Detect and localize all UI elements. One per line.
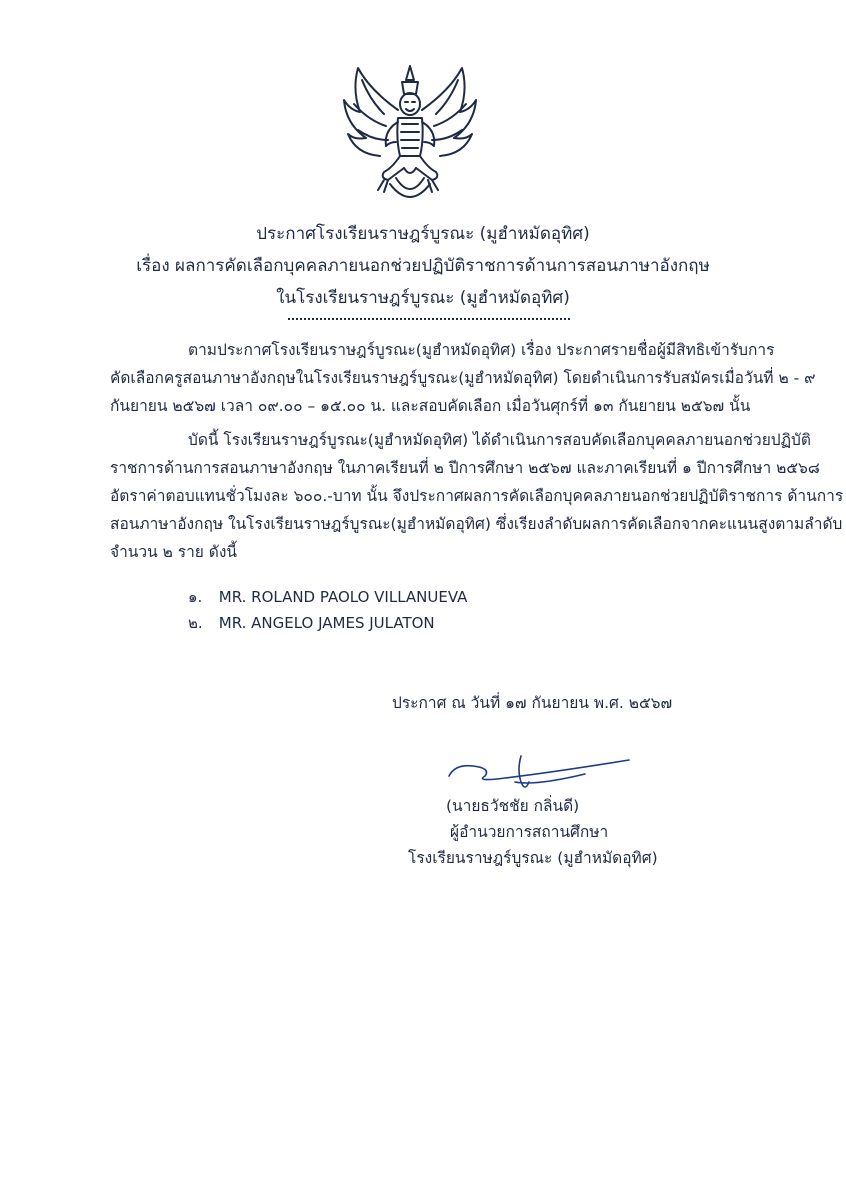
list-item-name: MR. ROLAND PAOLO VILLANUEVA bbox=[218, 588, 468, 606]
paragraph-line: บัดนี้ โรงเรียนราษฎร์บูรณะ(มูฮำหมัดอุทิศ) ได้ดำเนินการสอบคัดเลือกบุคคลภายนอกช่วยปฏิบัติ bbox=[188, 431, 811, 449]
signatory-position: ผู้อำนวยการสถานศึกษา bbox=[450, 823, 609, 841]
header-divider bbox=[288, 318, 570, 320]
list-item-number: ๑. bbox=[188, 588, 203, 606]
list-item bbox=[188, 610, 435, 636]
paragraph-line: ตามประกาศโรงเรียนราษฎร์บูรณะ(มูฮำหมัดอุทิศ) เรื่อง ประกาศรายชื่อผู้มีสิทธิเข้ารับการ bbox=[188, 341, 775, 359]
paragraph-line: สอนภาษาอังกฤษ ในโรงเรียนราษฎร์บูรณะ(มูฮำหมัดอุทิศ) ซึ่งเรียงลำดับผลการคัดเลือกจากคะแนนสูงตามลำดับ bbox=[110, 515, 843, 533]
paragraph-line: อัตราค่าตอบแทนชั่วโมงละ ๖๐๐.-บาท นั้น จึงประกาศผลการคัดเลือกบุคคลภายนอกช่วยปฏิบัติราชการ ด้านการ bbox=[110, 487, 844, 505]
paragraph-result bbox=[110, 426, 844, 566]
paragraph-line: จำนวน ๒ ราย ดังนี้ bbox=[110, 543, 238, 561]
paragraph-line: ราชการด้านการสอนภาษาอังกฤษ ในภาคเรียนที่ ๒ ปีการศึกษา ๒๕๖๗ และภาคเรียนที่ ๑ ปีการศึกษา ๒๕๖๘ bbox=[110, 459, 820, 477]
list-item-number: ๒. bbox=[188, 614, 203, 632]
signatory-organization: โรงเรียนราษฎร์บูรณะ (มูฮำหมัดอุทิศ) bbox=[408, 849, 658, 867]
handwritten-signature bbox=[445, 752, 635, 796]
paragraph-line: กันยายน ๒๕๖๗ เวลา ๐๙.๐๐ – ๑๕.๐๐ น. และสอบคัดเลือก เมื่อวันศุกร์ที่ ๑๓ กันยายน ๒๕๖๗ นั้น bbox=[110, 397, 751, 415]
header-subject: เรื่อง ผลการคัดเลือกบุคคลภายนอกช่วยปฏิบัติราชการด้านการสอนภาษาอังกฤษ bbox=[136, 256, 710, 276]
list-item bbox=[188, 584, 467, 610]
header-title: ประกาศโรงเรียนราษฎร์บูรณะ (มูฮำหมัดอุทิศ) bbox=[256, 224, 590, 244]
announcement-date: ประกาศ ณ วันที่ ๑๗ กันยายน พ.ศ. ๒๕๖๗ bbox=[392, 694, 673, 712]
garuda-emblem-icon bbox=[340, 60, 480, 210]
list-item-name: MR. ANGELO JAMES JULATON bbox=[218, 614, 435, 632]
header-subject-location: ในโรงเรียนราษฎร์บูรณะ (มูฮำหมัดอุทิศ) bbox=[276, 288, 570, 308]
paragraph-reference bbox=[110, 336, 816, 420]
paragraph-line: คัดเลือกครูสอนภาษาอังกฤษในโรงเรียนราษฎร์บูรณะ(มูฮำหมัดอุทิศ) โดยดำเนินการรับสมัครเมื่อวันที่ ๒ - ๙ bbox=[110, 369, 816, 387]
signatory-name: (นายธวัชชัย กลิ่นดี) bbox=[446, 797, 580, 815]
